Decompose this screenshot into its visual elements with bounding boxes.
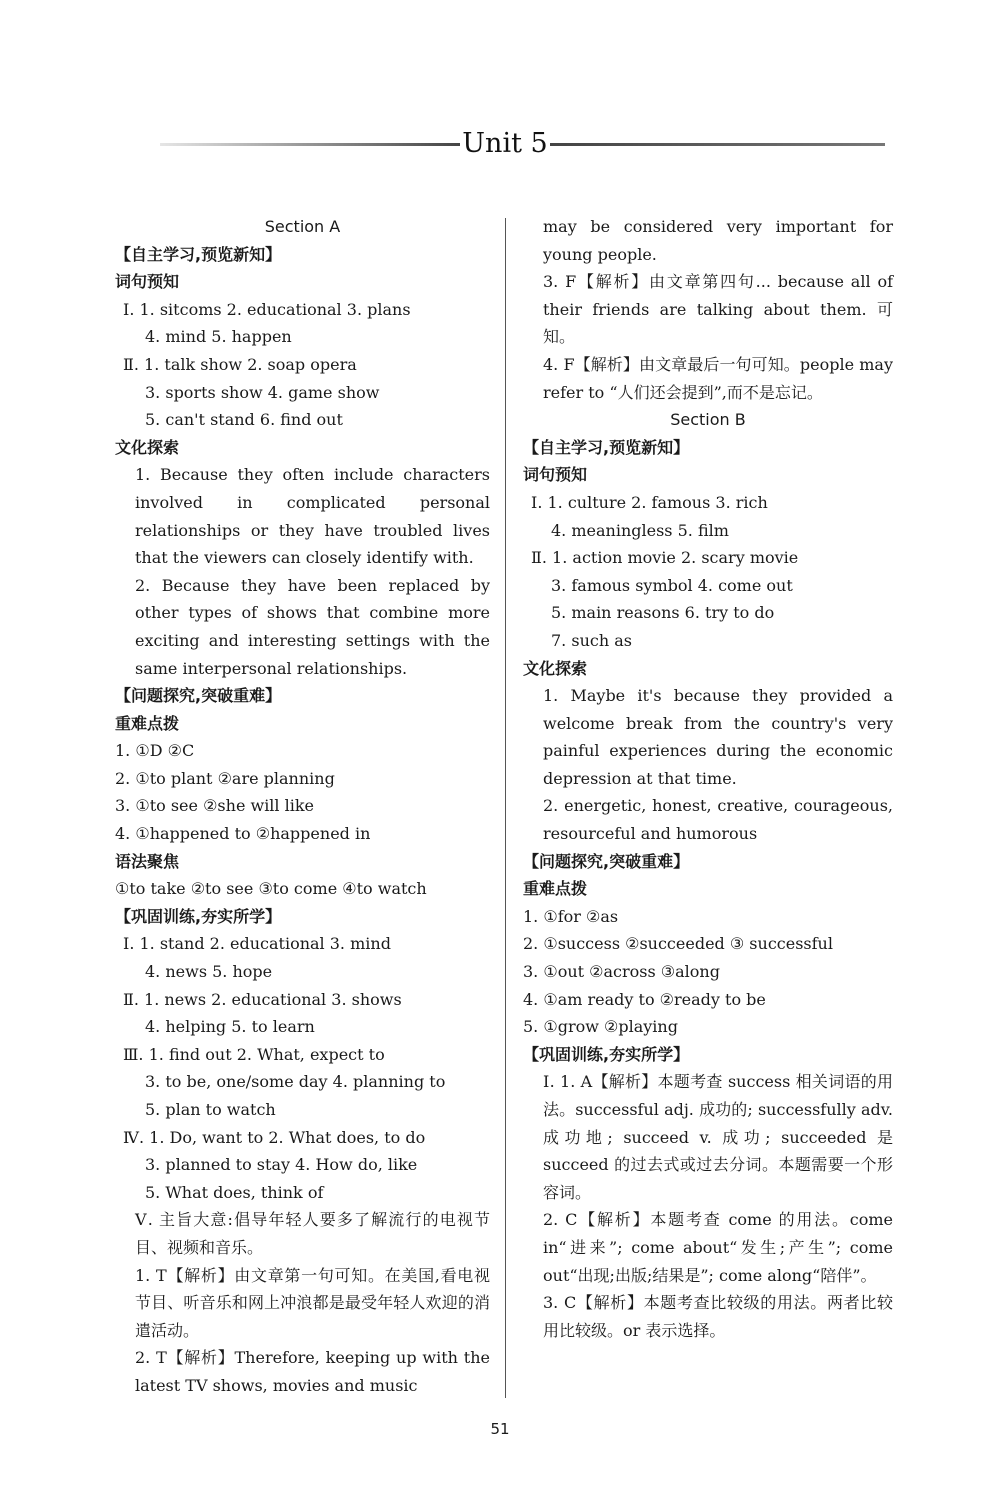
answer-line: 5. What does, think of bbox=[145, 1182, 324, 1202]
answer-line: 4. mind 5. happen bbox=[145, 327, 292, 347]
column-divider bbox=[505, 218, 506, 1398]
answer-line: 3. planned to stay 4. How do, like bbox=[145, 1155, 418, 1175]
section-heading: 【巩固训练,夯实所学】 bbox=[115, 906, 282, 926]
section-heading: 【问题探究,突破重难】 bbox=[115, 686, 282, 706]
section-heading: 词句预知 bbox=[523, 465, 588, 485]
answer-line: 1. ①D ②C bbox=[115, 741, 195, 761]
answer-line: 3. ①to see ②she will like bbox=[115, 796, 315, 816]
answer-line: 4. news 5. hope bbox=[145, 962, 273, 982]
answer-line: Ⅲ. 1. find out 2. What, expect to bbox=[123, 1044, 385, 1064]
answer-line: Ⅰ. 1. A【解析】本题考查 success 相关词语的用法。successful adj. 成功的; successfully adv. 成功地; succeed v. 成功; succeeded 是 succeed 的过去式或过去分词。本题需要一个形容词。 bbox=[543, 1072, 893, 1202]
answer-line: 3. F【解析】由文章第四句... because all of their friends are talking about them. 可知。 bbox=[543, 272, 893, 347]
answer-line: ①to take ②to see ③to come ④to watch bbox=[115, 879, 427, 899]
section-heading: 【巩固训练,夯实所学】 bbox=[523, 1044, 690, 1064]
answer-line: 3. to be, one/some day 4. planning to bbox=[145, 1072, 446, 1092]
answer-line: 2. T【解析】Therefore, keeping up with the latest TV shows, movies and music bbox=[135, 1348, 490, 1395]
unit-header bbox=[140, 124, 885, 164]
answer-line: Ⅱ. 1. talk show 2. soap opera bbox=[123, 354, 357, 374]
answer-line: 1. Maybe it's because they provided a welcome break from the country's very painful experiences during the economic depression at that time. bbox=[543, 686, 893, 788]
page-title: Unit 5 bbox=[462, 128, 548, 159]
answer-line: 2. ①success ②succeeded ③ successful bbox=[523, 934, 833, 954]
answer-line: Ⅱ. 1. news 2. educational 3. shows bbox=[123, 989, 402, 1009]
answer-line: Ⅰ. 1. stand 2. educational 3. mind bbox=[123, 934, 391, 954]
answer-line: 4. ①am ready to ②ready to be bbox=[523, 989, 766, 1009]
answer-line: 5. ①grow ②playing bbox=[523, 1017, 678, 1037]
answer-line: 4. F【解析】由文章最后一句可知。people may refer to “人们还会提到”,而不是忘记。 bbox=[543, 354, 893, 402]
right-column bbox=[523, 213, 893, 1344]
section-heading: 重难点拨 bbox=[523, 879, 588, 899]
answer-line: 4. meaningless 5. film bbox=[551, 520, 729, 540]
answer-line: 3. famous symbol 4. come out bbox=[551, 575, 793, 595]
section-heading: 文化探索 bbox=[523, 658, 588, 678]
section-heading: 【问题探究,突破重难】 bbox=[523, 851, 690, 871]
section-heading: 【自主学习,预览新知】 bbox=[523, 437, 690, 457]
answer-line: 5. main reasons 6. try to do bbox=[551, 603, 775, 623]
answer-line: Ⅳ. 1. Do, want to 2. What does, to do bbox=[123, 1127, 426, 1147]
answer-line: 2. C【解析】本题考查 come 的用法。come in“进来”; come about“发生;产生”; come out“出现;出版;结果是”; come along“陪伴”。 bbox=[543, 1210, 893, 1285]
section-title: Section A bbox=[264, 217, 341, 236]
answer-line: 5. can't stand 6. find out bbox=[145, 410, 343, 430]
answer-line: 3. C【解析】本题考查比较级的用法。两者比较用比较级。or 表示选择。 bbox=[543, 1293, 893, 1340]
answer-line: 2. energetic, honest, creative, courageous, resourceful and humorous bbox=[543, 796, 893, 844]
header-rule-left bbox=[160, 143, 460, 146]
answer-line: Ⅴ. 主旨大意:倡导年轻人要多了解流行的电视节目、视频和音乐。 bbox=[135, 1210, 490, 1257]
left-column bbox=[115, 213, 490, 1400]
answer-line: may be considered very important for young people. bbox=[543, 217, 893, 264]
section-heading: 词句预知 bbox=[115, 272, 180, 292]
section-heading: 【自主学习,预览新知】 bbox=[115, 244, 282, 264]
answer-line: 7. such as bbox=[551, 630, 632, 650]
answer-line: Ⅰ. 1. sitcoms 2. educational 3. plans bbox=[123, 299, 411, 319]
header-rule-right bbox=[550, 143, 885, 146]
section-title: Section B bbox=[670, 410, 746, 430]
answer-line: Ⅱ. 1. action movie 2. scary movie bbox=[531, 548, 799, 568]
answer-line: 2. ①to plant ②are planning bbox=[115, 768, 335, 788]
answer-line: 1. T【解析】由文章第一句可知。在美国,看电视节目、听音乐和网上冲浪都是最受年轻人欢迎的消遣活动。 bbox=[135, 1265, 490, 1340]
answer-line: Ⅰ. 1. culture 2. famous 3. rich bbox=[531, 492, 768, 512]
answer-line: 5. plan to watch bbox=[145, 1100, 276, 1119]
section-heading: 文化探索 bbox=[115, 437, 180, 457]
section-heading: 语法聚焦 bbox=[115, 851, 180, 871]
answer-line: 3. ①out ②across ③along bbox=[523, 962, 720, 982]
answer-line: 4. ①happened to ②happened in bbox=[115, 824, 371, 844]
page-number: 51 bbox=[490, 1420, 510, 1438]
answer-line: 2. Because they have been replaced by other types of shows that combine more exciting and interesting settings with the same interpersonal relationships. bbox=[135, 575, 490, 678]
answer-line: 1. ①for ②as bbox=[523, 906, 619, 926]
answer-line: 4. helping 5. to learn bbox=[145, 1017, 315, 1037]
section-heading: 重难点拨 bbox=[115, 713, 180, 733]
answer-line: 3. sports show 4. game show bbox=[145, 382, 380, 402]
answer-line: 1. Because they often include characters involved in complicated personal relationships or they have troubled lives that the viewers can closely identify with. bbox=[135, 465, 490, 568]
